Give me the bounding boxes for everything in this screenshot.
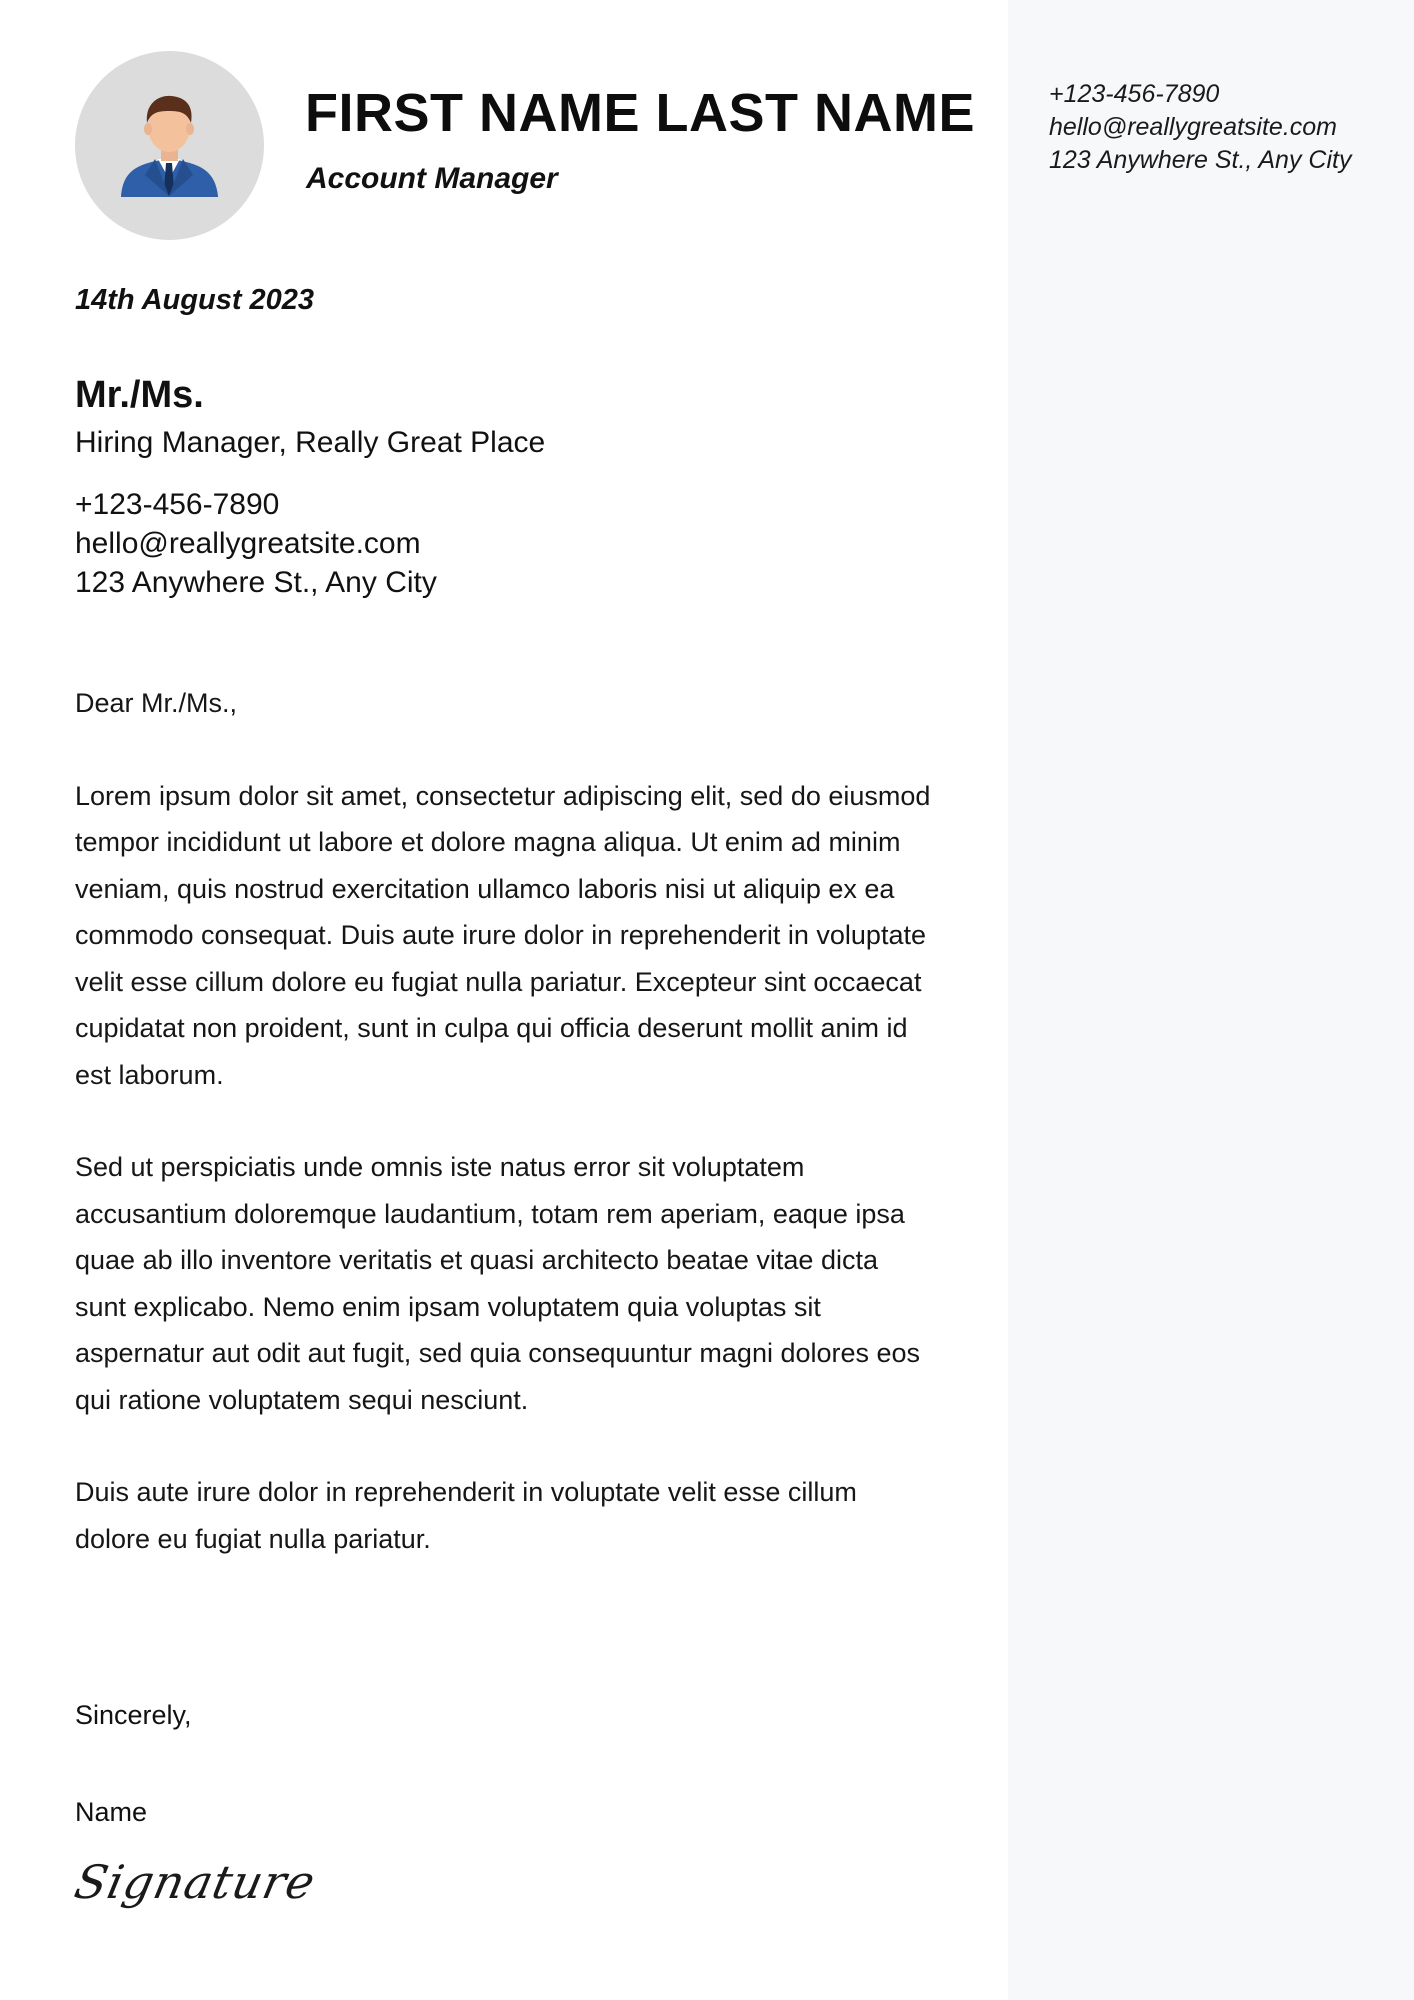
- letter-closing: Sincerely,: [75, 1700, 192, 1730]
- letter-body: [75, 680, 935, 1608]
- person-avatar-icon: [75, 51, 264, 240]
- recipient-contact: [75, 485, 437, 602]
- letter-paragraph-3: Duis aute irure dolor in reprehenderit in voluptate velit esse cillum dolore eu fugiat nulla pariatur.: [75, 1477, 857, 1554]
- sender-address: 123 Anywhere St., Any City: [1049, 146, 1352, 174]
- recipient-phone: +123-456-7890: [75, 488, 280, 521]
- signer-name: Name: [75, 1797, 148, 1827]
- letter-greeting: Dear Mr./Ms.,: [75, 688, 238, 718]
- avatar: [75, 51, 264, 240]
- letter-paragraph-1: Lorem ipsum dolor sit amet, consectetur adipiscing elit, sed do eiusmod tempor incididunt ut labore et dolore magna aliqua. Ut enim ad minim veniam, quis nostrud exercitation ullamco laboris nisi ut aliquip ex ea commodo consequat. Duis aute irure dolor in reprehenderit in voluptate velit esse cillum dolore eu fugiat nulla pariatur. Excepteur sint occaecat cupidatat non proident, sunt in culpa qui officia deserunt mollit anim id est laborum.: [75, 780, 931, 1090]
- handwritten-signature: Signature: [70, 1855, 321, 1909]
- sender-contact: [1049, 78, 1389, 177]
- letter-date: 14th August 2023: [75, 284, 315, 316]
- sender-email: hello@reallygreatsite.com: [1049, 113, 1338, 141]
- applicant-role: Account Manager: [306, 162, 558, 195]
- recipient-address: 123 Anywhere St., Any City: [75, 566, 437, 599]
- sender-phone: +123-456-7890: [1049, 80, 1220, 108]
- recipient-email: hello@reallygreatsite.com: [75, 527, 421, 560]
- applicant-name: FIRST NAME LAST NAME: [305, 83, 975, 143]
- recipient-name: Mr./Ms.: [75, 374, 204, 416]
- recipient-title: Hiring Manager, Really Great Place: [75, 426, 546, 459]
- letter-paragraph-2: Sed ut perspiciatis unde omnis iste natus error sit voluptatem accusantium doloremque laudantium, totam rem aperiam, eaque ipsa quae ab illo inventore veritatis et quasi architecto beatae vitae dicta sunt explicabo. Nemo enim ipsam voluptatem quia voluptas sit aspernatur aut odit aut fugit, sed quia consequuntur magni dolores eos qui ratione voluptatem sequi nesciunt.: [75, 1152, 921, 1415]
- right-sidebar-panel: [1008, 0, 1414, 2000]
